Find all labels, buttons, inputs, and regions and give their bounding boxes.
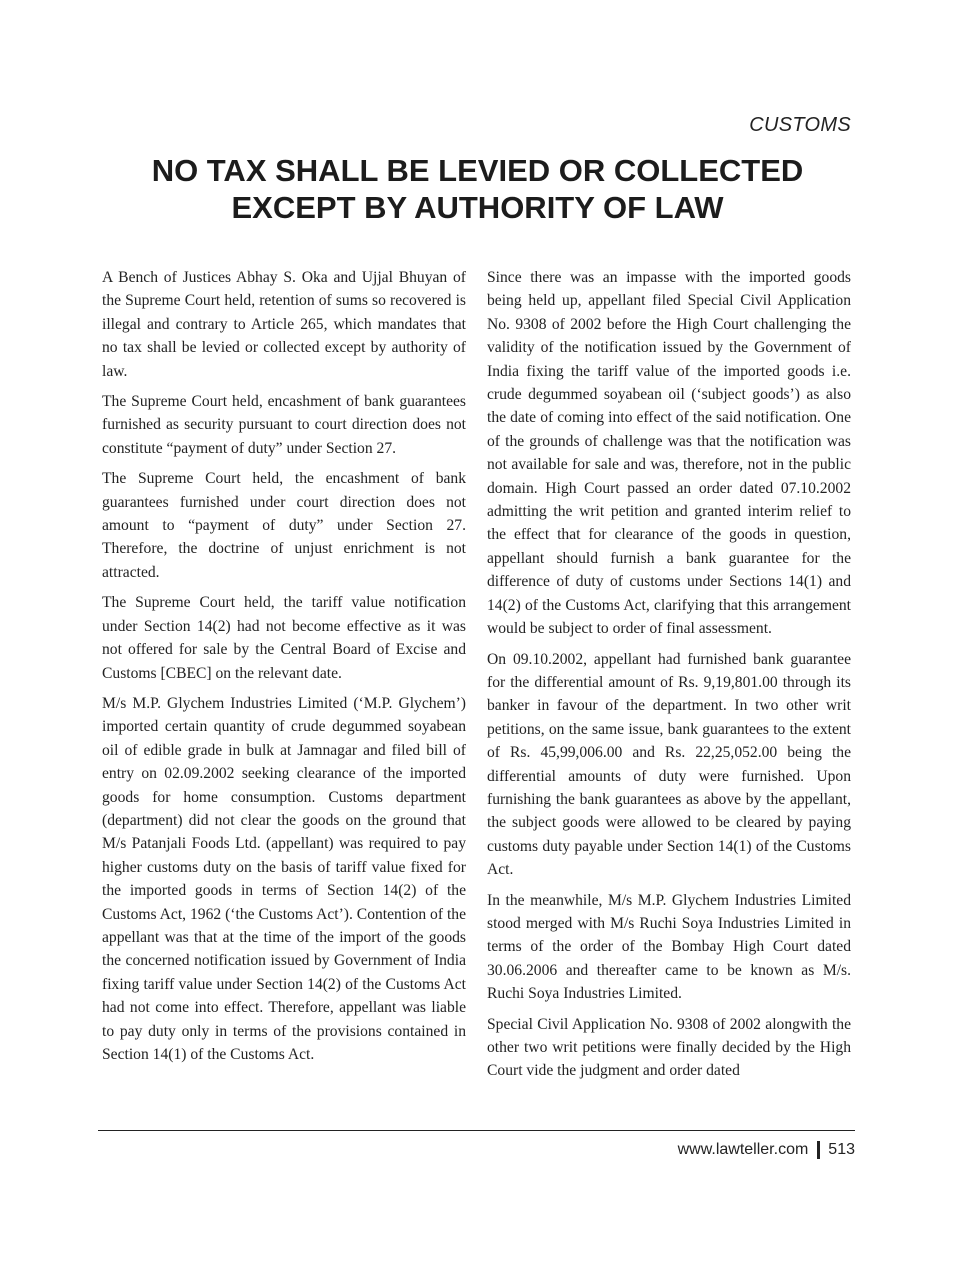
website-link[interactable]: www.lawteller.com [677,1141,809,1158]
paragraph: On 09.10.2002, appellant had furnished bank guarantee for the differential amount of Rs. 9,19,801.00 through its banker in favour of the department. In two other writ petitions, on the same issue, bank guarantees to the extent of Rs. 45,99,006.00 and Rs. 22,25,052.00 being the differential amounts of duty were furnished. Upon furnishing the bank guarantees as above by the appellant, the subject goods were allowed to be cleared by paying customs duty payable under Section 14(1) of the Customs Act. [487,650,851,879]
paragraph: The Supreme Court held, the encashment of bank guarantees furnished under court direction does not amount to “payment of duty” under Section 27. Therefore, the doctrine of unjust enrichment is not attracted. [102,470,466,581]
section-label: CUSTOMS [749,114,851,136]
footer-separator [817,1141,820,1159]
footer-divider [98,1130,855,1131]
right-column [487,266,851,1090]
paragraph: In the meanwhile, M/s M.P. Glychem Industries Limited stood merged with M/s Ruchi Soya Industries Limited in terms of the order of the Bombay High Court dated 30.06.2006 and thereafter came to be known as M/s. Ruchi Soya Industries Limited. [487,891,851,1003]
paragraph: Since there was an impasse with the imported goods being held up, appellant filed Special Civil Application No. 9308 of 2002 before the High Court challenging the validity of the notification issued by the Government of India fixing the tariff value of the imported goods i.e. crude degummed soyabean oil (‘subject goods’) as also the date of coming into effect of the said notification. One of the grounds of challenge was that the notification was not available for sale and was, therefore, not in the public domain. High Court passed an order dated 07.10.2002 admitting the writ petition and granted interim relief to the effect that for clearance of the goods in question, appellant should furnish a bank guarantee for the difference of duty of customs under Sections 14(1) and 14(2) of the Customs Act, clarifying that this arrangement would be subject to order of final assessment. [487,269,851,638]
page-number: 513 [828,1141,855,1158]
paragraph: A Bench of Justices Abhay S. Oka and Ujjal Bhuyan of the Supreme Court held, retention of sums so recovered is illegal and contrary to Article 265, which mandates that no tax shall be levied or collected except by authority of law. [102,269,466,380]
paragraph: The Supreme Court held, encashment of bank guarantees furnished as security pursuant to court direction does not constitute “payment of duty” under Section 27. [102,393,466,457]
article-title-line-1: NO TAX SHALL BE LEVIED OR COLLECTED [151,153,804,188]
paragraph: M/s M.P. Glychem Industries Limited (‘M.P. Glychem’) imported certain quantity of crude degummed soyabean oil of edible grade in bulk at Jamnagar and filed bill of entry on 02.09.2002 seeking clearance of the imported goods for home consumption. Customs department (department) did not clear the goods on the ground that M/s Patanjali Foods Ltd. (appellant) was required to pay higher customs duty on the basis of tariff value fixed for the imported goods in terms of Section 14(2) of the Customs Act, 1962 (‘the Customs Act’). Contention of the appellant was that at the time of the import of the goods the concerned notification issued by Government of India fixing tariff value under Section 14(2) of the Customs Act had not come into effect. Therefore, appellant was liable to pay duty only in terms of the provisions contained in Section 14(1) of the Customs Act. [102,694,466,1063]
left-column [102,266,466,1073]
page-footer [678,1141,855,1159]
paragraph: The Supreme Court held, the tariff value notification under Section 14(2) had not become effective as it was not offered for sale by the Central Board of Excise and Customs [CBEC] on the relevant date. [102,594,466,682]
article-title [100,152,855,226]
article-title-line-2: EXCEPT BY AUTHORITY OF LAW [231,190,724,225]
paragraph: Special Civil Application No. 9308 of 2002 alongwith the other two writ petitions were finally decided by the High Court vide the judgment and order dated [487,1015,851,1080]
